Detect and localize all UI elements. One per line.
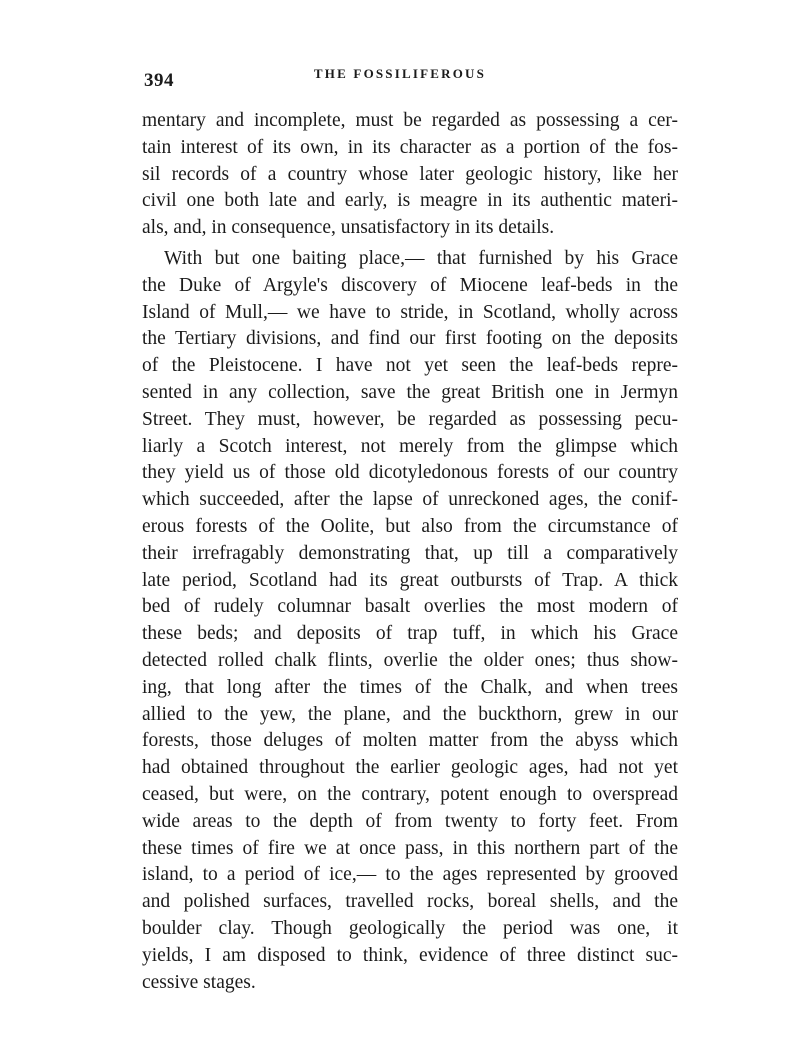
text-line: ceased, but were, on the contrary, potent enough to overspread — [142, 783, 678, 805]
text-line: the Tertiary divisions, and find our first footing on the deposits — [142, 328, 678, 350]
text-line: With but one baiting place,— that furnished by his Grace — [164, 247, 678, 269]
text-line: civil one both late and early, is meagre in its authentic materi- — [142, 190, 678, 212]
text-line: wide areas to the depth of from twenty to forty feet. From — [142, 810, 678, 832]
text-line: bed of rudely columnar basalt overlies the most modern of — [142, 596, 678, 618]
body-text — [142, 108, 678, 996]
text-line: which succeeded, after the lapse of unreckoned ages, the conif- — [142, 489, 678, 511]
text-line: detected rolled chalk flints, overlie the older ones; thus show- — [142, 649, 678, 671]
text-line: ing, that long after the times of the Chalk, and when trees — [142, 676, 678, 698]
text-line: boulder clay. Though geologically the period was one, it — [142, 917, 678, 939]
running-head: THE FOSSILIFEROUS — [313, 66, 487, 81]
text-line: the Duke of Argyle's discovery of Miocene leaf-beds in the — [142, 274, 678, 296]
text-line: sented in any collection, save the great British one in Jermyn — [142, 381, 678, 403]
text-line: had obtained throughout the earlier geologic ages, had not yet — [142, 757, 678, 779]
text-line: and polished surfaces, travelled rocks, boreal shells, and the — [142, 891, 678, 913]
text-line: tain interest of its own, in its character as a portion of the fos- — [142, 136, 678, 158]
text-line: mentary and incomplete, must be regarded as possessing a cer- — [142, 110, 678, 131]
text-line: late period, Scotland had its great outbursts of Trap. A thick — [142, 569, 678, 591]
paragraph — [142, 246, 678, 996]
text-line: allied to the yew, the plane, and the buckthorn, grew in our — [142, 703, 678, 725]
text-line: sil records of a country whose later geologic history, like her — [142, 163, 678, 185]
text-line: cessive stages. — [142, 971, 256, 993]
paragraph — [142, 108, 678, 242]
text-line: erous forests of the Oolite, but also from the circumstance of — [142, 515, 678, 537]
page-number: 394 — [144, 70, 174, 91]
text-line: liarly a Scotch interest, not merely from the glimpse which — [142, 435, 678, 457]
text-line: they yield us of those old dicotyledonous forests of our country — [142, 462, 678, 484]
text-line: forests, those deluges of molten matter from the abyss which — [142, 730, 678, 752]
text-line: yields, I am disposed to think, evidence of three distinct suc- — [142, 944, 678, 966]
text-line: these beds; and deposits of trap tuff, in which his Grace — [142, 623, 678, 645]
text-line: island, to a period of ice,— to the ages represented by grooved — [142, 864, 678, 886]
text-line: Island of Mull,— we have to stride, in Scotland, wholly across — [142, 301, 678, 323]
text-line: their irrefragably demonstrating that, up till a comparatively — [142, 542, 678, 564]
text-line: als, and, in consequence, unsatisfactory in its details. — [142, 217, 555, 239]
text-line: these times of fire we at once pass, in this northern part of the — [142, 837, 678, 859]
text-line: Street. They must, however, be regarded as possessing pecu- — [142, 408, 678, 430]
text-line: of the Pleistocene. I have not yet seen the leaf-beds repre- — [142, 355, 678, 377]
